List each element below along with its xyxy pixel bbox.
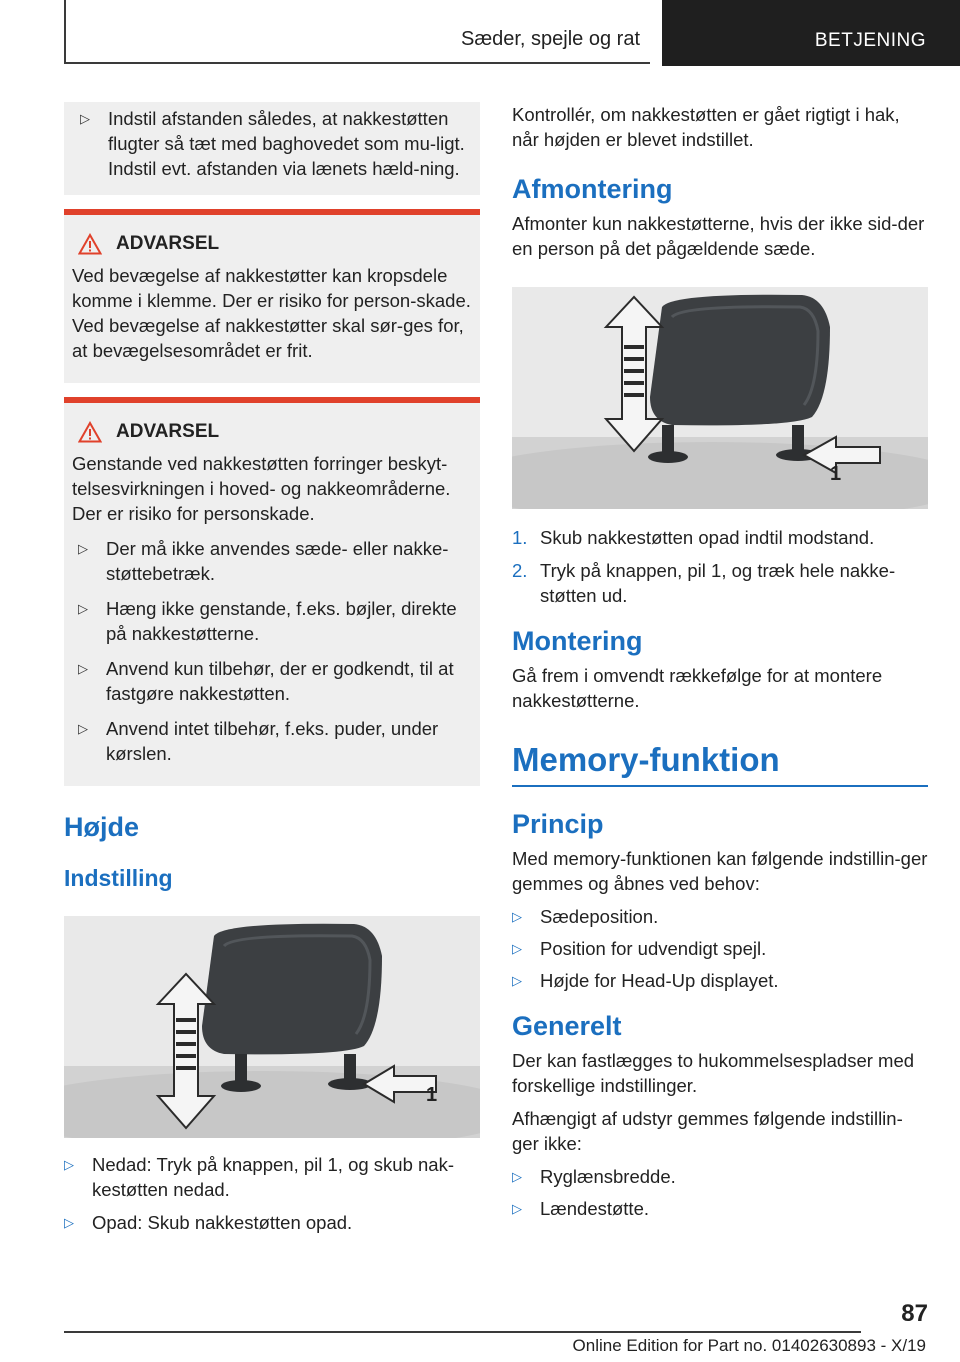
- heading-princip: Princip: [512, 809, 604, 839]
- list-item: 2. Tryk på knappen, pil 1, og træk hele nakke-støtten ud.: [512, 560, 896, 606]
- steps-list: [512, 525, 928, 608]
- heading-afmontering: Afmontering: [512, 174, 673, 204]
- chapter-tab[interactable]: [662, 0, 960, 66]
- triangle-bullet-icon: ▷: [78, 661, 88, 676]
- list-item: ▷ Lændestøtte.: [512, 1198, 650, 1219]
- triangle-bullet-icon: ▷: [64, 1157, 74, 1172]
- list-item: ▷ Sædeposition.: [512, 906, 659, 927]
- instruction-box: [64, 102, 480, 195]
- left-column: [64, 102, 480, 1235]
- paragraph: Afmonter kun nakkestøtterne, hvis der ikke sid-der en person på det pågældende sæde.: [512, 213, 925, 259]
- warning-triangle-icon: [78, 233, 102, 255]
- paragraph: Med memory-funktionen kan følgende indstillin-ger gemmes og åbnes ved behov:: [512, 848, 928, 894]
- page-number: 87: [901, 1300, 928, 1327]
- list-item: ▷ Anvend kun tilbehør, der er godkendt, til at fastgøre nakkestøtten.: [72, 656, 472, 706]
- list-item: ▷ Nedad: Tryk på knappen, pil 1, og skub nak-kestøtten nedad.: [64, 1154, 454, 1200]
- list-item: ▷ Anvend intet tilbehør, f.eks. puder, under kørslen.: [72, 716, 472, 766]
- triangle-bullet-icon: ▷: [64, 1215, 74, 1230]
- heading-hojde: Højde: [64, 812, 140, 842]
- instruction-list: [64, 1152, 480, 1235]
- triangle-bullet-icon: ▷: [78, 541, 88, 556]
- list-item: ▷ Hæng ikke genstande, f.eks. bøjler, direkte på nakkestøtterne.: [72, 596, 472, 646]
- paragraph: Afhængigt af udstyr gemmes følgende indstillin-ger ikke:: [512, 1108, 903, 1154]
- generelt-list: [512, 1164, 928, 1221]
- footer-divider: [64, 1331, 861, 1333]
- triangle-bullet-icon: ▷: [78, 721, 88, 736]
- heading-generelt: Generelt: [512, 1011, 622, 1041]
- triangle-bullet-icon: ▷: [512, 941, 522, 956]
- list-item: ▷ Position for udvendigt spejl.: [512, 938, 767, 959]
- heading-indstilling: Indstilling: [64, 865, 173, 891]
- callout-number: 1: [426, 1084, 438, 1106]
- headrest-illustration: [512, 287, 928, 509]
- warning-title: ADVARSEL: [116, 233, 220, 254]
- warning-box: [64, 209, 480, 383]
- list-item: ▷ Højde for Head-Up displayet.: [512, 970, 779, 991]
- warning-text: Ved bevægelse af nakkestøtter kan kropsdele komme i klemme. Der er risiko for person-skade. Ved bevægelse af nakkestøtter skal sør-ges for, at bevægelsesområdet er frit.: [72, 265, 471, 361]
- section-heading: [512, 741, 928, 787]
- warning-title: ADVARSEL: [116, 421, 220, 442]
- list-item: ▷ Der må ikke anvendes sæde- eller nakke-støttebetræk.: [72, 536, 472, 586]
- paragraph: Der kan fastlægges to hukommelsespladser med forskellige indstillinger.: [512, 1050, 915, 1096]
- list-item: 1. Skub nakkestøtten opad indtil modstand.: [512, 527, 875, 548]
- heading-montering: Montering: [512, 626, 643, 656]
- list-item: ▷ Indstil afstanden således, at nakkestøtten flugter så tæt med baghovedet som mu-ligt. Indstil evt. afstanden via lænets hæld-ning.: [76, 106, 468, 181]
- headrest-image: [512, 287, 928, 509]
- headrest-image: [64, 916, 480, 1138]
- triangle-bullet-icon: ▷: [512, 909, 522, 924]
- footer-edition: Online Edition for Part no. 01402630893 - X/19: [572, 1336, 926, 1355]
- callout-number: 1: [830, 463, 842, 485]
- list-item: ▷ Opad: Skub nakkestøtten opad.: [64, 1212, 353, 1233]
- chapter-tab-label: BETJENING: [814, 30, 926, 51]
- right-column: [512, 102, 928, 1221]
- warning-box: [64, 397, 480, 786]
- heading-memory: Memory-funktion: [512, 741, 780, 778]
- warning-triangle-icon: [78, 421, 102, 443]
- triangle-bullet-icon: ▷: [78, 601, 88, 616]
- paragraph: Kontrollér, om nakkestøtten er gået rigtigt i hak, når højden er blevet indstillet.: [512, 104, 900, 150]
- section-title: Sæder, spejle og rat: [461, 28, 640, 50]
- paragraph: Gå frem i omvendt rækkefølge for at montere nakkestøtterne.: [512, 665, 883, 711]
- princip-list: [512, 904, 928, 993]
- triangle-bullet-icon: ▷: [512, 1169, 522, 1184]
- list-item: ▷ Ryglænsbredde.: [512, 1166, 676, 1187]
- warning-text: Genstande ved nakkestøtten forringer beskyt-telsesvirkningen i hoved- og nakkeområderne. Der er risiko for personskade.: [72, 453, 451, 524]
- triangle-bullet-icon: ▷: [80, 111, 90, 126]
- triangle-bullet-icon: ▷: [512, 973, 522, 988]
- triangle-bullet-icon: ▷: [512, 1201, 522, 1216]
- headrest-illustration: [64, 916, 480, 1138]
